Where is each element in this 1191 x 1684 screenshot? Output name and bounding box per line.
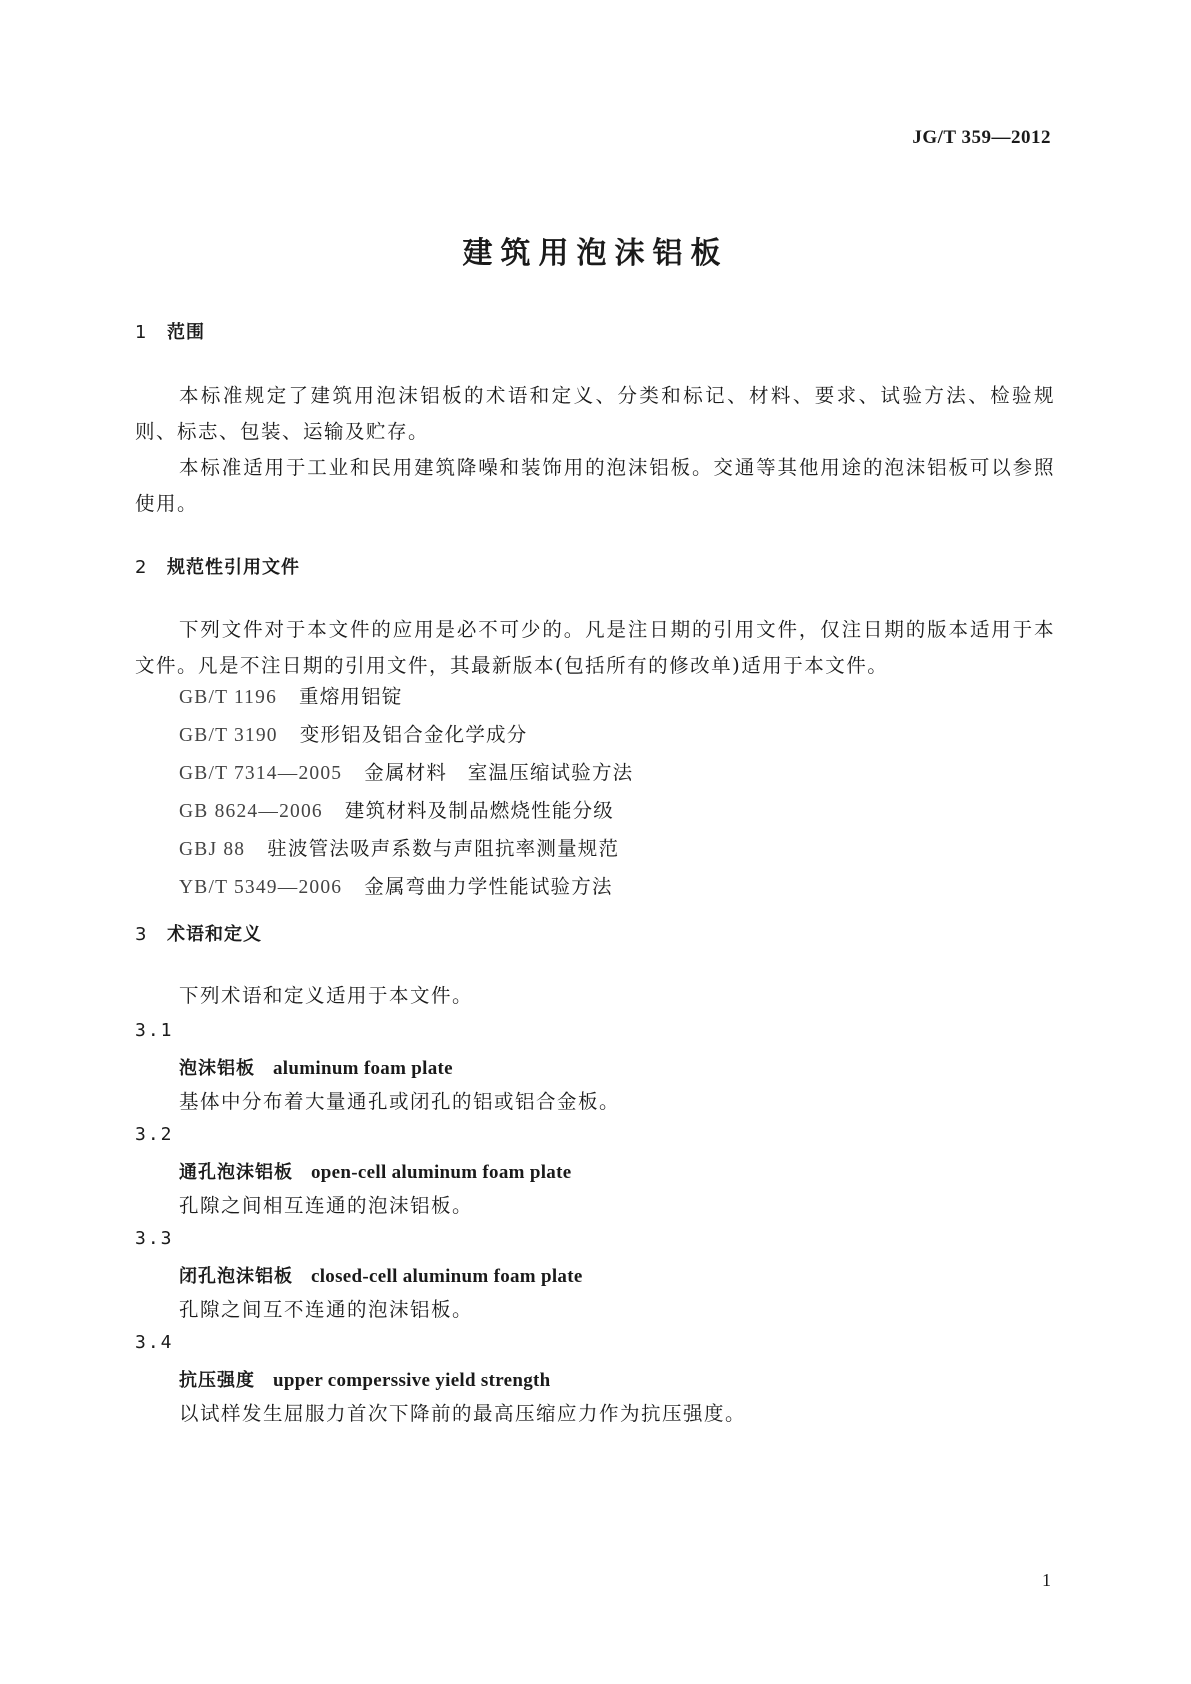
reference-item: [179, 830, 633, 868]
term-name-en: open-cell aluminum foam plate: [311, 1162, 572, 1183]
section-number: 3: [135, 924, 148, 945]
term-name-zh: 通孔泡沫铝板: [179, 1162, 293, 1183]
term-definition: 孔隙之间互不连通的泡沫铝板。: [179, 1298, 474, 1321]
reference-list: [179, 678, 633, 906]
reference-code: YB/T 5349—2006: [179, 877, 343, 898]
reference-title: 变形铝及铝合金化学成分: [299, 723, 528, 746]
section-number: 1: [135, 322, 148, 343]
term-number: 3.4: [135, 1332, 174, 1353]
reference-item: [179, 792, 633, 830]
term-number: 3.2: [135, 1124, 174, 1145]
scope-paragraph-2: 本标准适用于工业和民用建筑降噪和装饰用的泡沫铝板。交通等其他用途的泡沫铝板可以参照使用。: [135, 456, 1055, 515]
section-title: 范围: [167, 322, 205, 343]
term-name-zh: 泡沫铝板: [179, 1058, 255, 1079]
reference-code: GB/T 3190: [179, 725, 278, 746]
section-title: 规范性引用文件: [167, 557, 300, 578]
reference-item: [179, 678, 633, 716]
term-definition: 基体中分布着大量通孔或闭孔的铝或铝合金板。: [179, 1090, 621, 1113]
reference-title: 金属弯曲力学性能试验方法: [364, 875, 613, 898]
reference-title: 驻波管法吸声系数与声阻抗率测量规范: [267, 837, 620, 860]
section-heading-normative-references: [135, 553, 300, 579]
reference-item: [179, 868, 633, 906]
term-name-zh: 抗压强度: [179, 1370, 255, 1391]
reference-title: 金属材料 室温压缩试验方法: [364, 761, 634, 784]
term-name: [179, 1262, 583, 1288]
term-number: 3.1: [135, 1020, 174, 1041]
section-heading-terms-definitions: [135, 920, 262, 946]
reference-title: 建筑材料及制品燃烧性能分级: [344, 799, 614, 822]
term-definition: 以试样发生屈服力首次下降前的最高压缩应力作为抗压强度。: [179, 1402, 747, 1425]
reference-code: GB/T 1196: [179, 687, 278, 708]
document-title: 建筑用泡沫铝板: [462, 236, 729, 271]
reference-code: GBJ 88: [179, 839, 246, 860]
terms-intro-paragraph: 下列术语和定义适用于本文件。: [179, 984, 474, 1007]
scope-paragraph-1: 本标准规定了建筑用泡沫铝板的术语和定义、分类和标记、材料、要求、试验方法、检验规则、标志、包装、运输及贮存。: [135, 384, 1055, 443]
term-name-en: aluminum foam plate: [273, 1058, 453, 1079]
term-definition: 孔隙之间相互连通的泡沫铝板。: [179, 1194, 474, 1217]
section-heading-scope: [135, 318, 205, 344]
term-name-en: upper comperssive yield strength: [273, 1370, 551, 1391]
standard-code: JG/T 359—2012: [912, 127, 1051, 148]
page-number: 1: [1042, 1570, 1051, 1590]
references-intro-paragraph: 下列文件对于本文件的应用是必不可少的。凡是注日期的引用文件，仅注日期的版本适用于本文件。凡是不注日期的引用文件，其最新版本(包括所有的修改单)适用于本文件。: [135, 618, 1055, 677]
section-number: 2: [135, 557, 148, 578]
term-number: 3.3: [135, 1228, 174, 1249]
term-name-en: closed-cell aluminum foam plate: [311, 1266, 583, 1287]
term-name-zh: 闭孔泡沫铝板: [179, 1266, 293, 1287]
reference-item: [179, 754, 633, 792]
reference-title: 重熔用铝锭: [299, 685, 403, 708]
reference-item: [179, 716, 633, 754]
term-name: [179, 1366, 551, 1392]
section-title: 术语和定义: [167, 924, 262, 945]
reference-code: GB 8624—2006: [179, 801, 323, 822]
reference-code: GB/T 7314—2005: [179, 763, 343, 784]
term-name: [179, 1054, 453, 1080]
term-name: [179, 1158, 571, 1184]
